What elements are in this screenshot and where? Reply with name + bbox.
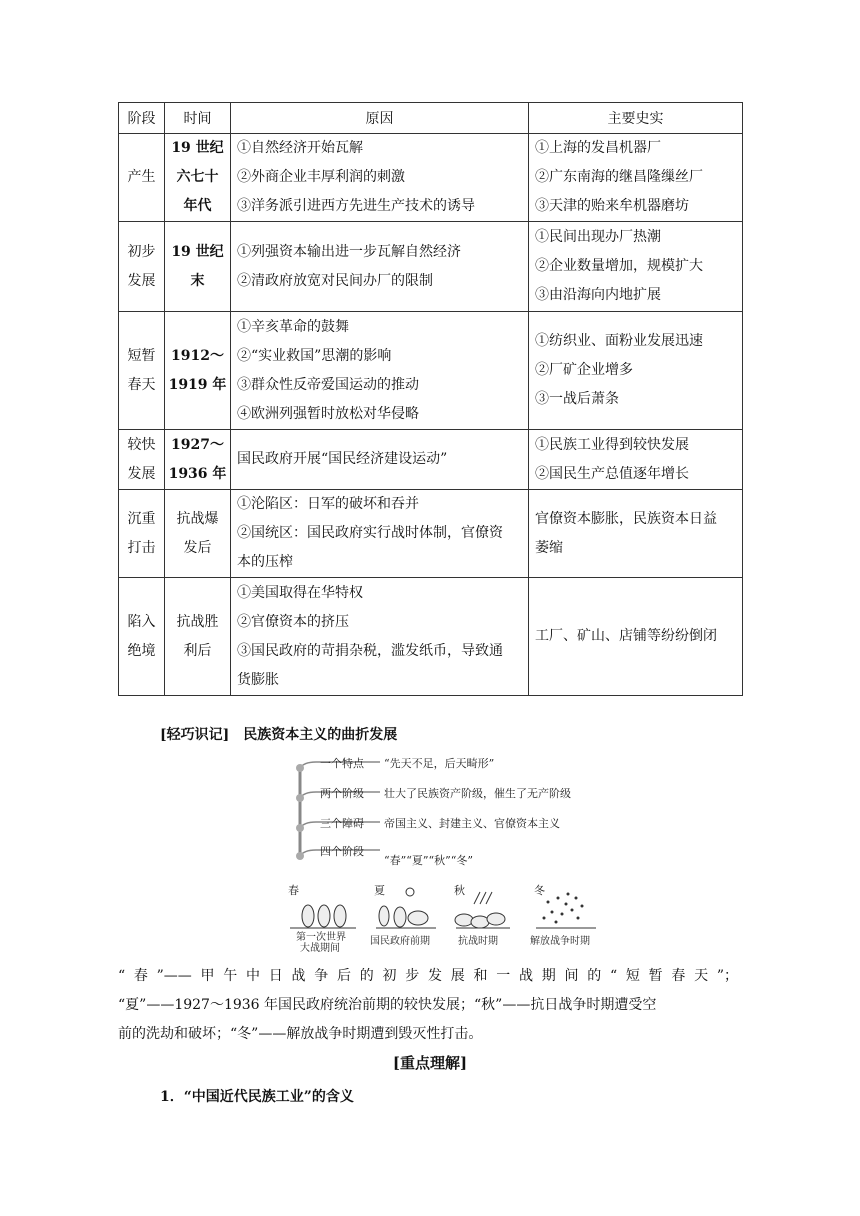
branch-label: 三个障碍: [320, 817, 364, 830]
header-facts: 主要史实: [529, 103, 743, 134]
branch-node: [296, 764, 304, 772]
time-text: 19 世纪: [171, 243, 224, 260]
season-caption: 大战期间: [300, 943, 340, 952]
paragraph-line: “春”——甲午中日战争后的初步发展和一战期间的“短暂春天”；: [118, 968, 738, 984]
time-text: 1936 年: [168, 465, 227, 482]
cause-text: 国民政府开展“国民经济建设运动”: [237, 451, 448, 467]
time-text: 末: [190, 272, 205, 289]
stage-text: 产生: [127, 169, 156, 185]
branch-text: “春”“夏”“秋”“冬”: [384, 854, 473, 867]
table-row: [119, 134, 743, 222]
table-row: [119, 578, 743, 696]
time-cell: [165, 312, 231, 430]
time-text: 抗战爆: [176, 510, 219, 527]
spring-leaves-icon: [290, 905, 356, 928]
fact-text: 官僚资本膨胀，民族资本日益: [535, 510, 717, 527]
stage-text: 沉重: [127, 510, 156, 527]
item-heading: 1．“中国近代民族工业”的含义: [160, 1089, 354, 1105]
fact-text: ②厂矿企业增多: [535, 362, 633, 378]
cause-cell: [231, 222, 529, 312]
table-row: [119, 222, 743, 312]
stage-text: 短暂: [127, 347, 156, 364]
fact-text: ③由沿海向内地扩展: [535, 287, 661, 303]
stage-cell: [119, 490, 165, 578]
branch-label: 一个特点: [320, 757, 364, 770]
stage-cell: [119, 578, 165, 696]
time-text: 抗战胜: [176, 613, 219, 630]
stage-text: 春天: [127, 376, 156, 393]
cause-cell: [231, 430, 529, 490]
stage-text: 绝境: [127, 642, 156, 659]
cause-text: ③国民政府的苛捐杂税，滥发纸币，导致通: [237, 642, 503, 659]
branch-text: 帝国主义、封建主义、官僚资本主义: [384, 817, 560, 830]
fact-text: 工厂、矿山、店铺等纷纷倒闭: [535, 628, 717, 644]
cause-text: ②外商企业丰厚利润的刺激: [237, 169, 405, 185]
time-text: 发后: [183, 539, 212, 556]
branch-node: [296, 794, 304, 802]
stage-cell: [119, 430, 165, 490]
seasons-paragraph: [118, 962, 738, 1049]
season-label: 秋: [454, 884, 465, 897]
cause-text: ②国统区：国民政府实行战时体制，官僚资: [237, 525, 503, 541]
cause-text: ①列强资本输出进一步瓦解自然经济: [237, 243, 461, 260]
fact-text: ②广东南海的继昌隆缫丝厂: [535, 169, 703, 185]
fact-text: ①上海的发昌机器厂: [535, 140, 661, 156]
fact-text: ②企业数量增加，规模扩大: [535, 258, 703, 274]
table-row: [119, 490, 743, 578]
time-cell: [165, 134, 231, 222]
cause-text: ①美国取得在华特权: [237, 584, 363, 601]
cause-cell: [231, 578, 529, 696]
cause-text: ③群众性反帝爱国运动的推动: [237, 376, 419, 393]
season-caption: 解放战争时期: [530, 936, 590, 947]
time-text: 年代: [183, 198, 212, 214]
cause-text: ②清政府放宽对民间办厂的限制: [237, 272, 433, 289]
stage-cell: [119, 134, 165, 222]
time-text: 利后: [183, 642, 212, 659]
branch-text: “先天不足，后天畸形”: [384, 757, 495, 770]
paragraph-line: “夏”——1927～1936 年国民政府统治前期的较快发展；“秋”——抗日战争时期遭受空: [118, 997, 657, 1013]
history-table: [118, 102, 743, 696]
autumn-leaves-rain-icon: [455, 892, 510, 928]
table-row: [119, 312, 743, 430]
time-cell: [165, 578, 231, 696]
time-text: 1912～: [171, 347, 224, 364]
time-cell: [165, 222, 231, 312]
time-text: 19 世纪: [171, 140, 224, 156]
table-header-row: [119, 103, 743, 134]
table-row: [119, 430, 743, 490]
tip-title: 民族资本主义的曲折发展: [243, 727, 398, 743]
season-label: 春: [288, 884, 299, 897]
facts-cell: [529, 430, 743, 490]
branch-text: 壮大了民族资产阶级，催生了无产阶级: [384, 787, 571, 800]
cause-cell: [231, 312, 529, 430]
branch-label: 两个阶级: [320, 787, 364, 800]
cause-text: ②官僚资本的挤压: [237, 613, 349, 630]
cause-text: 本的压榨: [237, 554, 293, 570]
cause-cell: [231, 134, 529, 222]
paragraph-line: 前的洗劫和破坏；“冬”——解放战争时期遭到毁灭性打击。: [118, 1026, 483, 1042]
section-title: [重点理解]: [392, 1054, 468, 1072]
branch-node: [296, 824, 304, 832]
header-stage: 阶段: [119, 103, 165, 134]
cause-text: 货膨胀: [237, 671, 279, 688]
fact-text: ③天津的贻来牟机器磨坊: [535, 198, 689, 214]
cause-text: ①自然经济开始瓦解: [237, 140, 363, 156]
season-caption: 抗战时期: [458, 936, 498, 947]
branch-label: 四个阶段: [320, 845, 364, 858]
time-cell: [165, 430, 231, 490]
header-time: 时间: [165, 103, 231, 134]
time-text: 1919 年: [168, 376, 227, 393]
stage-cell: [119, 222, 165, 312]
winter-snow-icon: [536, 893, 596, 929]
season-caption: 国民政府前期: [370, 936, 430, 947]
fact-text: ②国民生产总值逐年增长: [535, 465, 689, 482]
fact-text: 萎缩: [535, 539, 563, 556]
facts-cell: [529, 134, 743, 222]
cause-text: ②“实业救国”思潮的影响: [237, 347, 392, 364]
time-text: 1927～: [171, 436, 224, 453]
facts-cell: [529, 578, 743, 696]
branch-node: [296, 852, 304, 860]
stage-text: 陷入: [127, 613, 156, 630]
stage-text: 发展: [127, 465, 156, 482]
stage-text: 发展: [127, 272, 156, 289]
stage-text: 较快: [127, 436, 156, 453]
fact-text: ①民族工业得到较快发展: [535, 436, 689, 453]
time-text: 六七十: [176, 169, 219, 185]
facts-cell: [529, 222, 743, 312]
facts-cell: [529, 312, 743, 430]
cause-cell: [231, 490, 529, 578]
summer-leaves-sun-icon: [376, 888, 436, 928]
cause-text: ④欧洲列强暂时放松对华侵略: [237, 405, 419, 422]
header-cause: 原因: [231, 103, 529, 134]
fact-text: ①民间出现办厂热潮: [535, 229, 661, 245]
stage-text: 初步: [127, 243, 156, 260]
cause-text: ①沦陷区：日军的破坏和吞并: [237, 496, 419, 512]
facts-cell: [529, 490, 743, 578]
fact-text: ③一战后萧条: [535, 391, 619, 407]
stage-text: 打击: [127, 539, 156, 556]
cause-text: ③洋务派引进西方先进生产技术的诱导: [237, 198, 475, 214]
season-label: 冬: [534, 884, 545, 897]
stage-cell: [119, 312, 165, 430]
cause-text: ①辛亥革命的鼓舞: [237, 318, 349, 335]
tip-tag: [轻巧识记]: [160, 727, 230, 743]
mindmap-diagram: [260, 752, 620, 952]
tip-heading: [160, 724, 397, 744]
time-cell: [165, 490, 231, 578]
season-label: 夏: [374, 884, 385, 897]
season-caption: 第一次世界: [296, 932, 346, 943]
fact-text: ①纺织业、面粉业发展迅速: [535, 333, 703, 349]
